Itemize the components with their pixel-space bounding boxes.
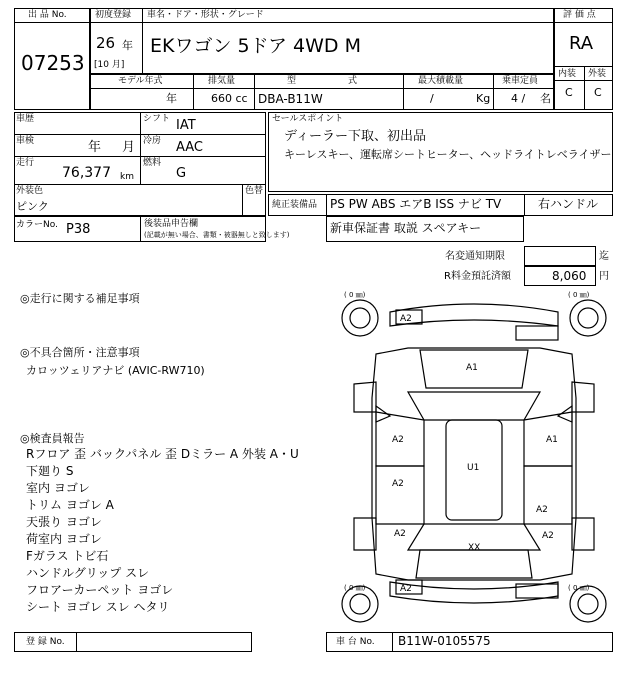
type-value: DBA-B11W <box>258 92 323 106</box>
sales-line-2: キーレスキー、運転席シートヒーター、ヘッドライトレベライザー <box>284 148 612 161</box>
inspector-line: ハンドルグリップ スレ <box>26 566 150 580</box>
name-change-label: 名変通知期限 <box>445 251 505 262</box>
mark-front-bumper: A2 <box>400 314 412 324</box>
recycle-label: R料金預託済額 <box>444 271 511 282</box>
mark-roof: U1 <box>467 463 480 473</box>
load-unit: Kg <box>476 92 491 105</box>
handle-value: 右ハンドル <box>538 197 599 211</box>
color-value: ピンク <box>16 200 49 213</box>
wheel-fr <box>570 300 606 336</box>
tire-label-rr: ( 0 ㎜) <box>568 584 590 592</box>
reg-no-label: 登 録 No. <box>26 637 65 647</box>
color-label: 外装色 <box>16 186 44 196</box>
chassis-label: 車 台 No. <box>336 637 375 647</box>
interior-grade: C <box>565 86 573 99</box>
driving-notes-title: ◎走行に関する補足事項 <box>20 292 140 305</box>
model-year-unit: 年 <box>166 92 177 105</box>
mark-left-rear: A2 <box>392 479 404 489</box>
recycle-unit: 円 <box>599 271 609 282</box>
retrofit-label: 後装品申告欄 <box>144 219 199 229</box>
inspector-line: Fガラス トビ石 <box>26 549 109 563</box>
inspection-label: 車検 <box>16 136 35 146</box>
first-reg-month: [10 月] <box>94 60 125 70</box>
color-no-value: P38 <box>66 222 91 237</box>
color-no-label: カラーNo. <box>16 220 58 230</box>
wheel-fl <box>342 300 378 336</box>
ac-value: AAC <box>176 140 203 155</box>
inspector-line: 荷室内 ヨゴレ <box>26 532 102 546</box>
displacement-value: 660 cc <box>211 92 248 105</box>
type-label: 型 <box>287 76 297 86</box>
retrofit-note: (記載が無い場合、書類・被器無しと致します) <box>144 231 290 239</box>
right-rear-door <box>524 466 572 524</box>
mark-rear-bumper: A2 <box>400 584 412 594</box>
mileage-unit: km <box>120 172 134 182</box>
name-change-box <box>524 246 596 266</box>
history-label: 車歴 <box>16 114 35 124</box>
mileage-label: 走行 <box>16 158 35 168</box>
mark-left-front: A2 <box>392 435 404 445</box>
exterior-grade: C <box>594 86 602 99</box>
chassis-number: B11W-0105575 <box>398 634 491 648</box>
left-mirror <box>376 406 390 422</box>
tire-label-rl: ( 0 ㎜) <box>344 584 366 592</box>
ac-label: 冷房 <box>143 136 162 146</box>
car-damage-diagram <box>336 288 614 626</box>
defect-item: カロッツェリアナビ (AVIC-RW710) <box>26 364 205 377</box>
inspector-lines <box>26 446 299 616</box>
inspector-line: 室内 ヨゴレ <box>26 481 90 495</box>
grade-value: RA <box>569 33 594 54</box>
model-label: 車名・ドア・形状・グレード <box>147 10 264 20</box>
load-label: 最大積載量 <box>418 76 464 86</box>
left-rear-door <box>376 466 424 524</box>
interior-label: 内装 <box>558 69 577 79</box>
tailgate <box>416 550 532 578</box>
lot-number: 07253 <box>21 51 85 75</box>
first-reg-year: 26 <box>96 34 116 52</box>
rear-bumper <box>390 582 558 603</box>
sales-label: セールスポイント <box>272 114 344 124</box>
inspection-month: 月 <box>122 140 136 155</box>
type-label-2: 式 <box>348 76 358 86</box>
capacity-label: 乗車定員 <box>502 76 539 86</box>
mark-right-quarter: A2 <box>542 531 554 541</box>
inspector-line: 下廻り S <box>26 464 74 478</box>
capacity-unit: 名 <box>540 92 551 105</box>
mark-right-front: A1 <box>546 435 558 445</box>
mark-trunk: XX <box>468 543 481 553</box>
mark-left-quarter: A2 <box>394 529 406 539</box>
right-mirror <box>558 406 572 422</box>
capacity-value: 4 / <box>511 92 526 105</box>
equip-label: 純正装備品 <box>272 200 318 210</box>
load-separator: / <box>430 92 434 105</box>
windshield <box>408 392 540 420</box>
front-bumper <box>390 304 558 326</box>
mark-right-rear-door: A2 <box>536 505 548 515</box>
inspector-line: シート ヨゴレ スレ ヘタリ <box>26 600 170 614</box>
mileage-value: 76,377 <box>62 165 111 181</box>
inspector-line: フロアーカーペット ヨゴレ <box>26 583 174 597</box>
first-reg-year-unit: 年 <box>122 39 133 52</box>
exterior-label: 外装 <box>588 69 607 79</box>
recycle-value: 8,060 <box>552 269 587 283</box>
docs-value: 新車保証書 取説 スペアキー <box>330 221 482 235</box>
tire-label-fl: ( 0 ㎜) <box>344 291 366 299</box>
shift-value: IAT <box>176 118 196 133</box>
fuel-value: G <box>176 166 187 181</box>
sales-line-1: ディーラー下取、初出品 <box>284 129 426 144</box>
model-year-label: モデル年式 <box>118 76 163 86</box>
mark-hood: A1 <box>466 363 478 373</box>
shift-label: シフト <box>143 114 171 124</box>
tire-label-fr: ( 0 ㎜) <box>568 291 590 299</box>
fuel-label: 燃料 <box>143 158 162 168</box>
name-change-unit: 迄 <box>599 251 609 262</box>
inspector-line: 天張り ヨゴレ <box>26 515 102 529</box>
equip-value: PS PW ABS エアB ISS ナビ TV <box>330 197 502 211</box>
inspector-line: トリム ヨゴレ A <box>26 498 114 512</box>
inspector-line: Rフロア 歪 バックパネル 歪 Dミラー A 外装 A・U <box>26 447 299 461</box>
color-change-label: 色替 <box>245 186 264 196</box>
lot-label: 出 品 No. <box>28 10 67 20</box>
grade-label: 評 価 点 <box>563 10 596 20</box>
defect-notes-title: ◎不具合箇所・注意事項 <box>20 346 140 359</box>
inspection-year: 年 <box>88 140 102 155</box>
inspector-title: ◎検査員報告 <box>20 432 85 445</box>
displacement-label: 排気量 <box>208 76 236 86</box>
first-reg-label: 初度登録 <box>95 10 132 20</box>
model-name: EKワゴン 5ドア 4WD M <box>150 35 362 57</box>
